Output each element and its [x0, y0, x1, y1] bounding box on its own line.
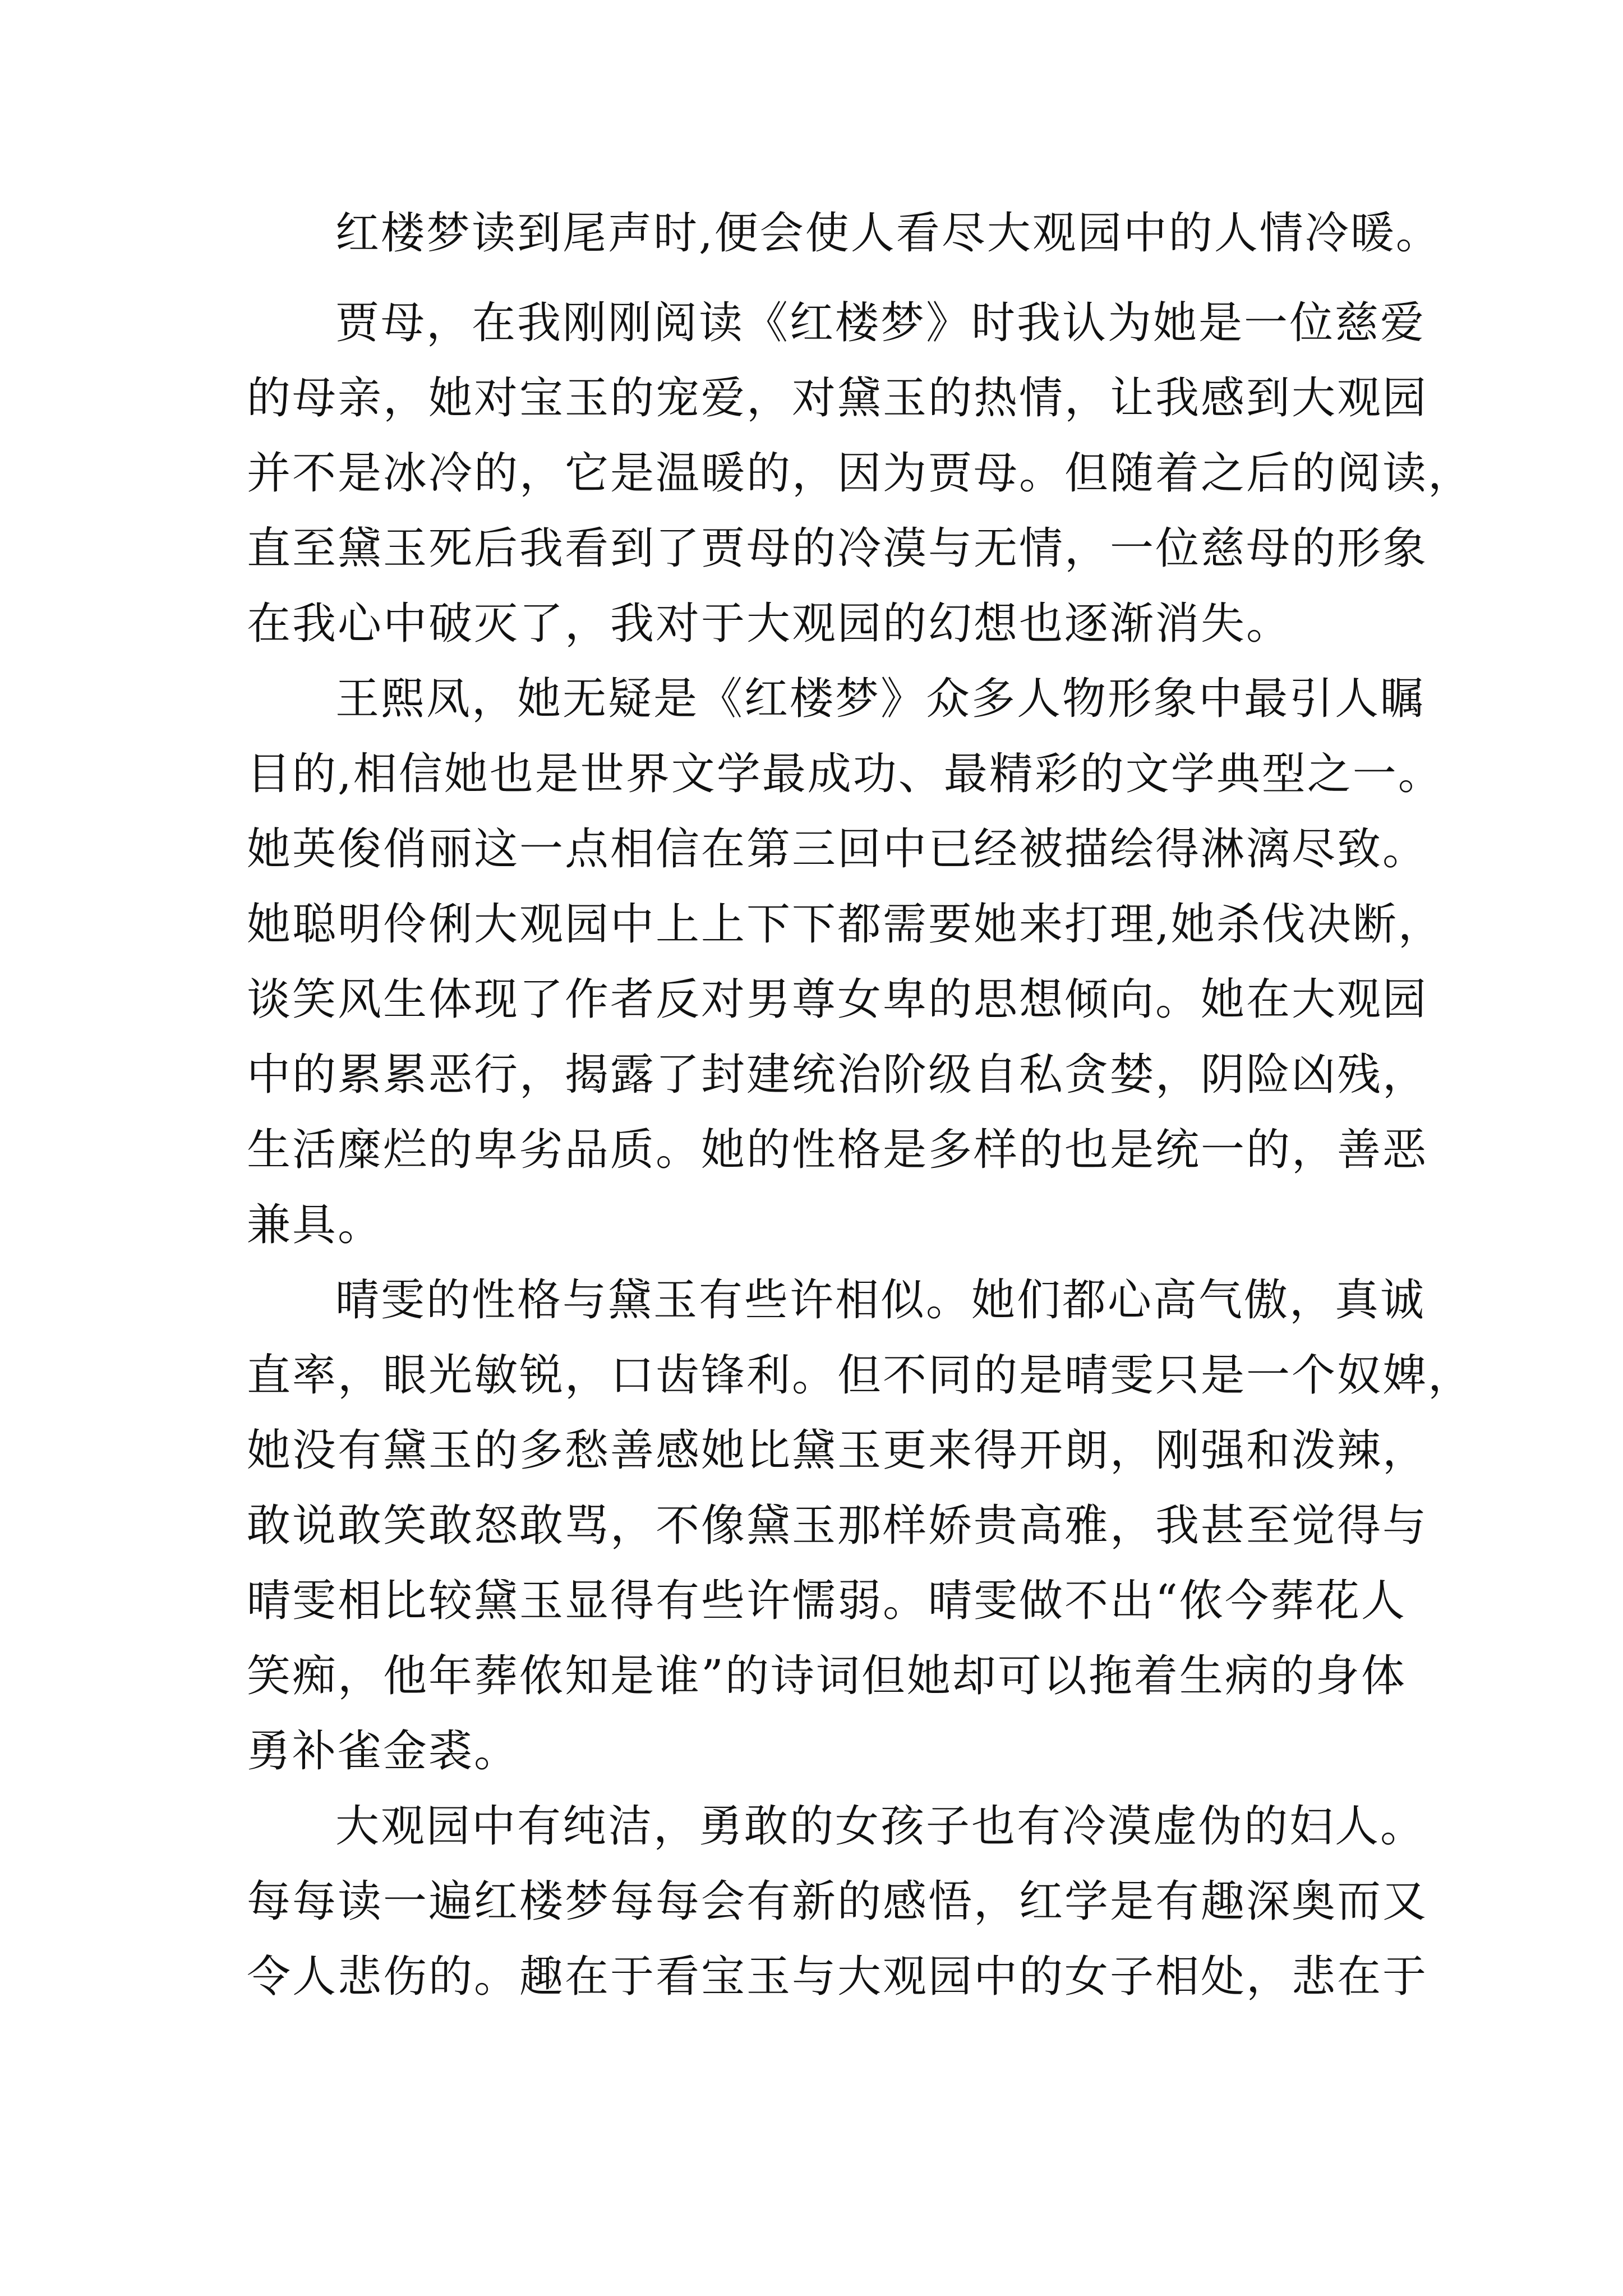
text-line: 晴雯相比较黛玉显得有些许懦弱。晴雯做不出“侬今葬花人 — [247, 1576, 1407, 1626]
text-line: 目的,相信她也是世界文学最成功、最精彩的文学典型之一。 — [247, 749, 1444, 799]
text-line: 在我心中破灭了，我对于大观园的幻想也逐渐消失。 — [247, 599, 1292, 649]
text-line: 中的累累恶行，揭露了封建统治阶级自私贪婪，阴险凶残， — [247, 1050, 1428, 1100]
text-line: 并不是冰冷的，它是温暖的，因为贾母。但随着之后的阅读， — [247, 448, 1474, 499]
text-line: 她聪明伶俐大观园中上上下下都需要她来打理,她杀伐决断， — [247, 899, 1444, 950]
text-line: 大观园中有纯洁，勇敢的女孩子也有冷漠虚伪的妇人。 — [335, 1801, 1426, 1852]
text-line: 的母亲，她对宝玉的宠爱，对黛玉的热情，让我感到大观园 — [247, 373, 1428, 424]
text-line: 谈笑风生体现了作者反对男尊女卑的思想倾向。她在大观园 — [247, 974, 1428, 1025]
text-line: 每每读一遍红楼梦每每会有新的感悟，红学是有趣深奥而又 — [247, 1876, 1428, 1927]
text-line: 晴雯的性格与黛玉有些许相似。她们都心高气傲，真诚 — [335, 1275, 1426, 1326]
text-line: 她没有黛玉的多愁善感她比黛玉更来得开朗，刚强和泼辣， — [247, 1425, 1428, 1476]
text-line: 她英俊俏丽这一点相信在第三回中已经被描绘得淋漓尽致。 — [247, 824, 1428, 875]
text-line: 笑痴，他年葬侬知是谁”的诗词但她却可以拖着生病的身体 — [247, 1651, 1407, 1701]
text-line: 直率，眼光敏锐，口齿锋利。但不同的是晴雯只是一个奴婢， — [247, 1350, 1474, 1401]
text-line: 兼具。 — [247, 1200, 384, 1250]
text-line: 敢说敢笑敢怒敢骂，不像黛玉那样娇贵高雅，我甚至觉得与 — [247, 1501, 1428, 1551]
text-line: 贾母，在我刚刚阅读《红楼梦》时我认为她是一位慈爱 — [335, 298, 1426, 348]
text-line: 直至黛玉死后我看到了贾母的冷漠与无情，一位慈母的形象 — [247, 523, 1428, 574]
text-line: 生活糜烂的卑劣品质。她的性格是多样的也是统一的，善恶 — [247, 1125, 1428, 1175]
text-line: 王熙凤，她无疑是《红楼梦》众多人物形象中最引人瞩 — [335, 674, 1426, 724]
text-line: 勇补雀金裘。 — [247, 1726, 520, 1777]
text-line: 红楼梦读到尾声时,便会使人看尽大观园中的人情冷暖。 — [335, 208, 1441, 259]
text-line: 令人悲伤的。趣在于看宝玉与大观园中的女子相处，悲在于 — [247, 1952, 1428, 2002]
